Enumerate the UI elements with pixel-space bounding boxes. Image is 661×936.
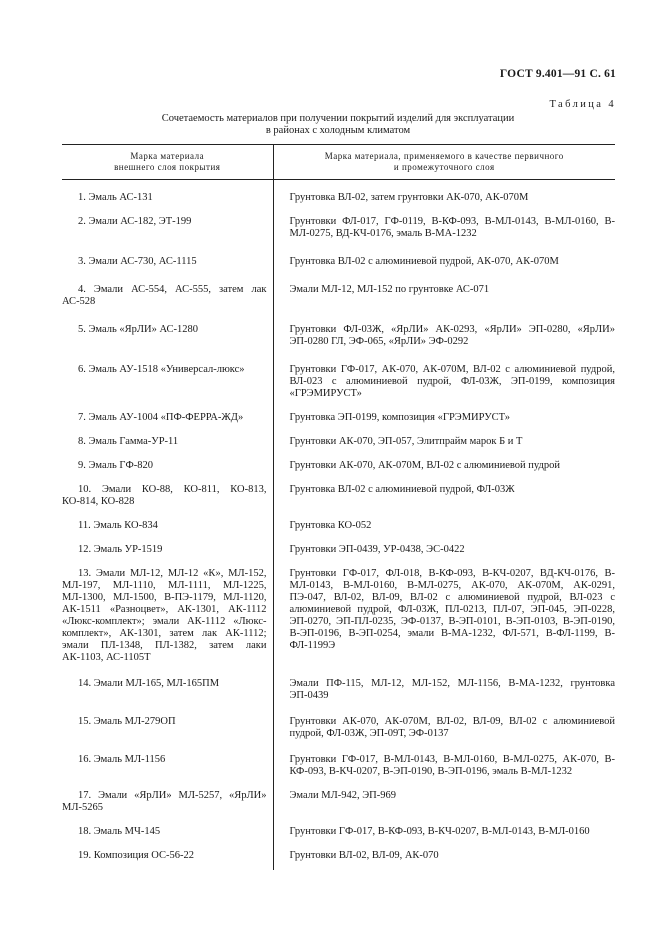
outer-layer-text: 12. Эмаль УР-1519 [78, 544, 163, 555]
table-row [62, 256, 615, 268]
outer-layer-text: 2. Эмали АС-182, ЭТ-199 [78, 216, 192, 227]
row-spacer [62, 448, 615, 460]
row-spacer [62, 424, 615, 436]
materials-compatibility-table [62, 144, 615, 870]
outer-layer-material [62, 568, 273, 664]
row-spacer-right [273, 740, 615, 754]
row-spacer-left [62, 308, 273, 324]
outer-layer-material [62, 678, 273, 702]
row-spacer-right [273, 348, 615, 364]
row-spacer [62, 308, 615, 324]
outer-layer-text: 11. Эмаль КО-834 [78, 520, 158, 531]
row-spacer [62, 180, 615, 193]
outer-layer-material [62, 436, 273, 448]
row-spacer-left [62, 814, 273, 826]
outer-layer-material [62, 256, 273, 268]
primer-layer-material: Грунтовки АК-070, ЭП-057, Элитпрайм марок Б и Т [289, 436, 523, 447]
primer-layer-material: Эмали ПФ-115, МЛ-12, МЛ-152, МЛ-1156, В-МА-1232, грунтовка ЭП-0439 [289, 678, 615, 701]
table-row [62, 216, 615, 240]
primer-layer-material: Грунтовки ГФ-017, АК-070, АК-070М, ВЛ-02 с алюминиевой пудрой, ВЛ-023 с алюминиевой пудрой, ФЛ-03Ж, ЭП-0199, композиция «ГРЭМИРУСТ» [289, 364, 615, 399]
outer-layer-material [62, 850, 273, 862]
outer-layer-text: 6. Эмаль АУ-1518 «Универсал-люкс» [78, 364, 245, 375]
primer-layer-material: Грунтовки АК-070, АК-070М, ВЛ-02, ВЛ-09, ВЛ-02 с алюминиевой пудрой, ФЛ-03Ж, ЭП-09Т, ЭФ-0137 [289, 716, 615, 739]
row-spacer-left [62, 862, 273, 870]
row-spacer-right [273, 308, 615, 324]
outer-layer-text: 19. Композиция ОС-56-22 [78, 850, 194, 861]
column-header-outer-line-2: внешнего слоя покрытия [114, 162, 221, 172]
outer-layer-text: 1. Эмаль АС-131 [78, 192, 153, 203]
column-header-outer-layer [62, 145, 273, 180]
row-spacer [62, 400, 615, 412]
outer-layer-material [62, 790, 273, 814]
row-spacer-left [62, 664, 273, 678]
outer-layer-text: 8. Эмаль Гамма-УР-11 [78, 436, 179, 447]
row-spacer-right [273, 862, 615, 870]
outer-layer-text: 14. Эмали МЛ-165, МЛ-165ПМ [78, 678, 220, 689]
page-header: ГОСТ 9.401—91 С. 61 [499, 68, 616, 80]
table-row [62, 520, 615, 532]
row-spacer [62, 740, 615, 754]
row-spacer-left [62, 204, 273, 216]
table-row [62, 716, 615, 740]
primer-layer-material: Грунтовки ГФ-017, В-МЛ-0143, В-МЛ-0160, В-МЛ-0275, АК-070, В-КФ-093, В-КЧ-0207, В-ЭП-0190, В-ЭП-0196, эмаль В-МЛ-1232 [289, 754, 615, 777]
row-spacer-left [62, 400, 273, 412]
row-spacer-right [273, 556, 615, 568]
primer-layer-material: Грунтовка КО-052 [289, 520, 372, 531]
row-spacer [62, 532, 615, 544]
primer-layer-material: Грунтовки ФЛ-017, ГФ-0119, В-КФ-093, В-МЛ-0143, В-МЛ-0160, В-МЛ-0275, ВД-КЧ-0176, эмаль В-МА-1232 [289, 216, 615, 239]
outer-layer-material [62, 216, 273, 240]
row-spacer [62, 348, 615, 364]
outer-layer-material [62, 284, 273, 308]
outer-layer-material [62, 460, 273, 472]
table-row [62, 284, 615, 308]
table-row [62, 436, 615, 448]
outer-layer-material [62, 716, 273, 740]
table-row [62, 364, 615, 400]
row-spacer-left [62, 240, 273, 256]
row-spacer-right [273, 240, 615, 256]
table-row [62, 678, 615, 702]
row-spacer-left [62, 268, 273, 284]
outer-layer-material [62, 364, 273, 400]
outer-layer-text: 15. Эмаль МЛ-279ОП [78, 716, 176, 727]
row-spacer [62, 702, 615, 716]
row-spacer [62, 204, 615, 216]
table-row [62, 790, 615, 814]
outer-layer-material [62, 754, 273, 778]
row-spacer-right [273, 268, 615, 284]
row-spacer-left [62, 424, 273, 436]
column-header-primer-layer [273, 145, 615, 180]
table-row [62, 324, 615, 348]
primer-layer-material: Грунтовки АК-070, АК-070М, ВЛ-02 с алюминиевой пудрой [289, 460, 560, 471]
row-spacer-left [62, 448, 273, 460]
primer-layer-material: Эмали МЛ-942, ЭП-969 [289, 790, 396, 801]
table-body [62, 180, 615, 871]
outer-layer-material [62, 520, 273, 532]
row-spacer-right [273, 508, 615, 520]
outer-layer-material [62, 412, 273, 424]
table-row [62, 754, 615, 778]
row-spacer-left [62, 472, 273, 484]
row-spacer-left [62, 778, 273, 790]
table-row [62, 460, 615, 472]
table-label: Таблица 4 [549, 99, 616, 110]
outer-layer-text: 18. Эмаль МЧ-145 [78, 826, 161, 837]
row-spacer [62, 664, 615, 678]
row-spacer-right [273, 448, 615, 460]
table-header-row [62, 145, 615, 180]
outer-layer-material [62, 192, 273, 204]
outer-layer-material [62, 324, 273, 348]
row-spacer [62, 778, 615, 790]
row-spacer-right [273, 204, 615, 216]
row-spacer-left [62, 740, 273, 754]
row-spacer-left [62, 532, 273, 544]
column-header-outer-line-1: Марка материала [130, 151, 205, 161]
table-row [62, 850, 615, 862]
primer-layer-material: Грунтовки ФЛ-03Ж, «ЯрЛИ» АК-0293, «ЯрЛИ» ЭП-0280, «ЯрЛИ» ЭП-0280 ГЛ, ЭФ-065, «ЯрЛИ» ЭФ-0292 [289, 324, 615, 347]
column-header-primer-line-2: и промежуточного слоя [393, 162, 495, 172]
primer-layer-material: Грунтовки ЭП-0439, УР-0438, ЭС-0422 [289, 544, 465, 555]
column-header-primer-line-1: Марка материала, применяемого в качестве первичного [324, 151, 564, 161]
primer-layer-material: Грунтовки ГФ-017, В-КФ-093, В-КЧ-0207, В-МЛ-0143, В-МЛ-0160 [289, 826, 590, 837]
row-spacer-left [62, 702, 273, 716]
outer-layer-text: 10. Эмали КО-88, КО-811, КО-813, КО-814, КО-828 [62, 484, 267, 507]
outer-layer-text: 9. Эмаль ГФ-820 [78, 460, 154, 471]
table-row [62, 826, 615, 838]
table-row [62, 568, 615, 664]
primer-layer-material: Грунтовка ЭП-0199, композиция «ГРЭМИРУСТ» [289, 412, 511, 423]
outer-layer-material [62, 484, 273, 508]
row-spacer [62, 472, 615, 484]
table-row [62, 192, 615, 204]
row-spacer-left [62, 838, 273, 850]
primer-layer-material: Эмали МЛ-12, МЛ-152 по грунтовке АС-071 [289, 284, 490, 295]
table-row [62, 544, 615, 556]
row-spacer [62, 814, 615, 826]
row-spacer [62, 556, 615, 568]
row-spacer-right [273, 814, 615, 826]
primer-layer-material: Грунтовки ГФ-017, ФЛ-018, В-КФ-093, В-КЧ-0207, ВД-КЧ-0176, В-МЛ-0143, В-МЛ-0160, В-МЛ-0275, АК-070, АК-070М, АК-0291, ПЭ-047, ВЛ-02, ВЛ-09, ВЛ-02 с алюминиевой пудрой, ВЛ-023 с алюминиевой пудрой, ФЛ-03Ж, ПЛ-0213, ПЛ-07, ЭП-045, ЭП-0228, ЭП-0270, ЭП-ПЛ-0235, ЭФ-0137, В-ЭП-0101, В-ЭП-0103, В-ЭП-0190, В-ЭП-0196, В-ЭП-0254, эмали В-МА-1232, ФЛ-571, В-ФЛ-1199, В-ФЛ-1199Э [289, 568, 615, 651]
row-spacer-left [62, 556, 273, 568]
row-spacer-right [273, 400, 615, 412]
primer-layer-material: Грунтовка ВЛ-02 с алюминиевой пудрой, ФЛ-03Ж [289, 484, 515, 495]
row-spacer-left [62, 348, 273, 364]
row-spacer-left [62, 508, 273, 520]
row-spacer [62, 240, 615, 256]
row-spacer-right [273, 532, 615, 544]
table-caption [60, 113, 616, 137]
row-spacer [62, 862, 615, 870]
outer-layer-text: 17. Эмали «ЯрЛИ» МЛ-5257, «ЯрЛИ» МЛ-5265 [62, 790, 267, 813]
row-spacer-right [273, 472, 615, 484]
row-spacer-right [273, 778, 615, 790]
outer-layer-material [62, 544, 273, 556]
table-row [62, 412, 615, 424]
outer-layer-text: 16. Эмаль МЛ-1156 [78, 754, 166, 765]
outer-layer-text: 13. Эмали МЛ-12, МЛ-12 «К», МЛ-152, МЛ-197, МЛ-1110, МЛ-1111, МЛ-1225, МЛ-1300, МЛ-1500, В-ПЭ-1179, МЛ-1120, АК-1511 «Разноцвет», АК-1301, АК-1112 «Люкс-комплект»; эмали АК-1112 «Люкс-комплект», АК-1301, затем лак АК-1112; эмали ПЛ-1348, ПЛ-1382, затем лаки АК-1103, АС-1105Т [62, 568, 267, 663]
outer-layer-text: 5. Эмаль «ЯрЛИ» АС-1280 [78, 324, 199, 335]
outer-layer-material [62, 826, 273, 838]
outer-layer-text: 4. Эмали АС-554, АС-555, затем лак АС-528 [62, 284, 267, 307]
caption-line-2: в районах с холодным климатом [265, 125, 411, 136]
row-spacer-right [273, 424, 615, 436]
row-spacer [62, 268, 615, 284]
table-row [62, 484, 615, 508]
row-spacer-left [62, 180, 273, 193]
row-spacer-right [273, 702, 615, 716]
primer-layer-material: Грунтовки ВЛ-02, ВЛ-09, АК-070 [289, 850, 439, 861]
row-spacer-right [273, 664, 615, 678]
row-spacer-right [273, 838, 615, 850]
outer-layer-text: 7. Эмаль АУ-1004 «ПФ-ФЕРРА-ЖД» [78, 412, 244, 423]
row-spacer-right [273, 180, 615, 193]
caption-line-1: Сочетаемость материалов при получении покрытий изделий для эксплуатации [161, 113, 515, 124]
primer-layer-material: Грунтовка ВЛ-02 с алюминиевой пудрой, АК-070, АК-070М [289, 256, 559, 267]
row-spacer [62, 508, 615, 520]
row-spacer [62, 838, 615, 850]
outer-layer-text: 3. Эмали АС-730, АС-1115 [78, 256, 197, 267]
primer-layer-material: Грунтовка ВЛ-02, затем грунтовки АК-070, АК-070М [289, 192, 529, 203]
